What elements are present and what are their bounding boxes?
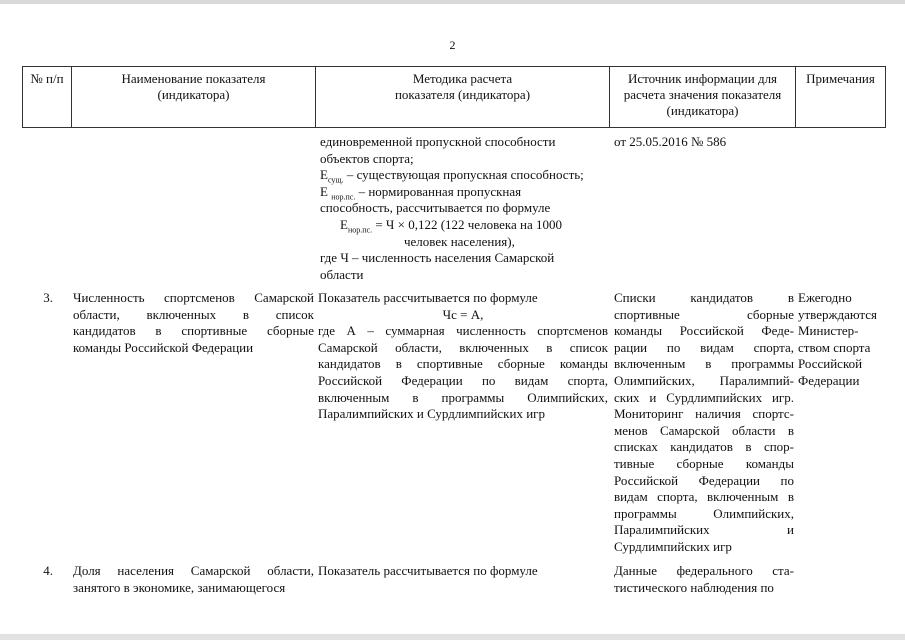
- cont-method: [320, 134, 608, 283]
- text-line: Паралимпийских и: [614, 522, 794, 538]
- text-line: команды Российской Федерации: [73, 339, 254, 355]
- text-line: ских и Сурдлимпийских игр.: [614, 389, 794, 405]
- formula-symbol: Е: [340, 216, 348, 232]
- header-method-line: показателя (индикатора): [394, 87, 531, 102]
- text-line: Российской Федерации по: [614, 472, 794, 488]
- row4-method: [318, 563, 608, 580]
- text-line: способность, рассчитывается по формуле: [320, 200, 551, 216]
- header-name-line: Наименование показателя: [121, 71, 266, 86]
- text-line: Федерации: [798, 372, 860, 388]
- header-source-line: расчета значения показателя: [623, 87, 782, 102]
- formula-line: [320, 167, 608, 184]
- row4-source: [614, 563, 794, 596]
- formula-subscript: нор.пс.: [347, 225, 373, 235]
- scan-edge-bottom: [0, 634, 905, 640]
- scan-edge-top: [0, 0, 905, 4]
- text-line: включенным в программы Олимпийских,: [318, 389, 608, 405]
- formula-text: = Ч × 0,122 (122 человека на 1000: [372, 216, 563, 232]
- text-line: области: [320, 266, 364, 282]
- text-line: Мониторинг наличия спортс-: [614, 406, 794, 422]
- text-line: где Ч – численность населения Самарской: [320, 250, 555, 266]
- formula-subscript: нор.пс.: [331, 192, 356, 202]
- text-line: включенным в программы: [614, 356, 794, 372]
- text-line: Списки кандидатов в: [614, 290, 794, 305]
- text-line: Показатель рассчитывается по формуле: [318, 290, 538, 305]
- header-source-line: (индикатора): [666, 103, 739, 118]
- row3-method: [318, 290, 608, 423]
- row4-num: 4.: [43, 563, 53, 578]
- col-divider: [885, 66, 886, 128]
- text-line: спортивные сборные: [614, 306, 794, 322]
- formula-text: – нормированная пропускная: [355, 183, 522, 199]
- formula-line: [320, 184, 608, 201]
- row3-num: 3.: [43, 290, 53, 305]
- formula-line: Чс = А,: [442, 306, 484, 322]
- text-line: Российской: [798, 356, 863, 372]
- formula-line: [320, 217, 608, 234]
- page-number: 2: [449, 38, 456, 52]
- row3-notes: [798, 290, 886, 390]
- header-name: [72, 67, 315, 127]
- text-line: рации по видам спорта,: [614, 339, 794, 355]
- text-line: ством спорта: [798, 339, 871, 355]
- text-line: Российской Федерации по видам спорта,: [318, 372, 608, 388]
- text-line: Ежегодно: [798, 290, 852, 305]
- text-line: человек населения),: [404, 233, 515, 249]
- text-line: области, включенных в список: [73, 306, 314, 322]
- text-line: менов Самарской области в: [614, 422, 794, 438]
- cont-source: от 25.05.2016 № 586: [614, 134, 727, 149]
- text-line: утверждаются: [798, 306, 878, 322]
- text-line: где А – суммарная численность спортсменов: [318, 323, 608, 339]
- row3-name: [73, 290, 314, 356]
- text-line: кандидатов в спортивные сборные: [73, 323, 314, 339]
- text-line: программы Олимпийских,: [614, 505, 794, 521]
- formula-symbol: Е: [320, 183, 332, 199]
- header-method-line: Методика расчета: [412, 71, 513, 86]
- text-line: Паралимпийских и Сурдлимпийских игр: [318, 406, 545, 422]
- formula-symbol: Е: [320, 167, 328, 183]
- text-line: Министер-: [798, 323, 859, 339]
- text-line: тивные сборные команды: [614, 455, 794, 471]
- row4-name: [73, 563, 314, 596]
- header-source: [610, 67, 795, 127]
- formula-text: – существующая пропускная способность;: [343, 167, 584, 183]
- text-line: Данные федерального ста-: [614, 563, 794, 578]
- text-line: видам спорта, включенным в: [614, 489, 794, 505]
- text-line: Численность спортсменов Самарской: [73, 290, 314, 305]
- text-line: Показатель рассчитывается по формуле: [318, 563, 538, 578]
- text-line: Самарской области, включенных в список: [318, 339, 608, 355]
- text-line: объектов спорта;: [320, 150, 414, 166]
- text-line: команды Российской Феде-: [614, 323, 794, 339]
- text-line: Доля населения Самарской области,: [73, 563, 314, 578]
- formula-subscript: сущ.: [327, 175, 344, 185]
- row3-source: [614, 290, 794, 556]
- header-notes: Примечания: [806, 71, 875, 86]
- text-line: занятого в экономике, занимающегося: [73, 579, 286, 595]
- header-method: [316, 67, 609, 127]
- text-line: кандидатов в спортивные сборные команды: [318, 356, 608, 372]
- text-line: единовременной пропускной способности: [320, 134, 556, 149]
- text-line: тистического наблюдения по: [614, 579, 774, 595]
- header-source-line: Источник информации для: [627, 71, 778, 86]
- header-num: № п/п: [30, 71, 64, 86]
- text-line: Олимпийских, Паралимпий-: [614, 372, 794, 388]
- text-line: списках кандидатов в спор-: [614, 439, 794, 455]
- header-name-line: (индикатора): [157, 87, 230, 102]
- text-line: Сурдлимпийских игр: [614, 538, 732, 554]
